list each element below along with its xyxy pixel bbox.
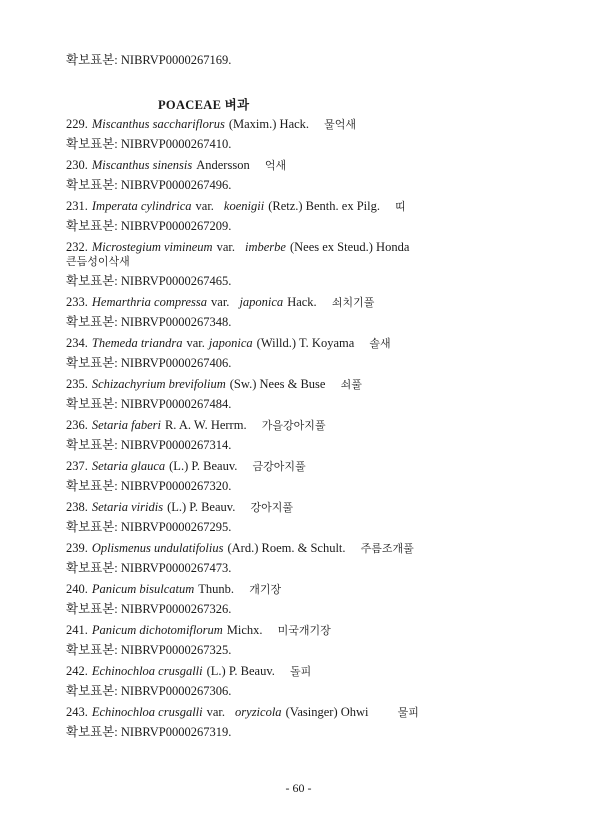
entry-number: 234. [66,336,88,350]
korean-name: 돌피 [290,665,312,678]
korean-name: 솔새 [369,337,391,350]
species-entry [66,157,577,174]
rank: var. [186,336,205,350]
entry-number: 239. [66,541,88,555]
author: (L.) P. Beauv. [167,500,236,514]
author: Thunb. [198,582,235,596]
specimen-line: 확보표본: NIBRVP0000267465. [66,274,232,288]
author: R. A. W. Herrm. [164,418,247,432]
author: (Maxim.) Hack. [228,117,310,131]
species-entry [66,581,577,598]
korean-name: 미국개기장 [277,624,331,637]
entry-number: 242. [66,664,88,678]
specimen-line: 확보표본: NIBRVP0000267306. [66,684,232,698]
infraspecific-name: japonica [208,336,253,350]
specimen-line: 확보표본: NIBRVP0000267473. [66,561,232,575]
korean-name: 띠 [395,200,406,213]
specimen-line: 확보표본: NIBRVP0000267319. [66,725,232,739]
species-entry [66,116,577,133]
korean-name: 주름조개풀 [360,542,414,555]
entry-number: 235. [66,377,88,391]
korean-name: 쇠풀 [340,378,362,391]
korean-name: 쇠치기풀 [331,296,375,309]
infraspecific-name: koenigii [223,199,265,213]
entry-number: 237. [66,459,88,473]
entry-number: 230. [66,158,88,172]
author: (Sw.) Nees & Buse [229,377,326,391]
author: (Retz.) Benth. ex Pilg. [268,199,380,213]
species-entry [66,376,577,393]
species-entry [66,499,577,516]
author: (Vasinger) Ohwi [285,705,369,719]
family-heading: POACEAE 벼과 [158,98,250,112]
korean-name: 강아지풀 [250,501,293,514]
species-entry [66,622,577,639]
specimen-line: 확보표본: NIBRVP0000267314. [66,438,232,452]
specimen-line: 확보표본: NIBRVP0000267320. [66,479,232,493]
korean-name: 큰듬성이삭새 [66,255,130,268]
scientific-name: Miscanthus sacchariflorus [91,117,225,131]
rank: var. [195,199,214,213]
scientific-name: Setaria glauca [91,459,166,473]
specimen-line: 확보표본: NIBRVP0000267484. [66,397,232,411]
infraspecific-name: imberbe [244,240,286,254]
scientific-name: Microstegium vimineum [91,240,213,254]
specimen-line: 확보표본: NIBRVP0000267209. [66,219,232,233]
scientific-name: Setaria viridis [91,500,164,514]
species-entry [66,540,577,557]
author: Andersson [196,158,250,172]
species-entry [66,198,577,215]
species-entry [66,704,577,721]
entry-number: 232. [66,240,88,254]
specimen-line: 확보표본: NIBRVP0000267406. [66,356,232,370]
species-entry [66,294,577,311]
rank: var. [216,240,235,254]
scientific-name: Oplismenus undulatifolius [91,541,224,555]
rank: var. [211,295,230,309]
infraspecific-name: oryzicola [235,705,282,719]
page-number: - 60 - [285,781,312,795]
entry-number: 240. [66,582,88,596]
scientific-name: Themeda triandra [91,336,183,350]
scientific-name: Panicum dichotomiflorum [91,623,223,637]
entry-number: 238. [66,500,88,514]
scientific-name: Miscanthus sinensis [91,158,193,172]
author: (L.) P. Beauv. [206,664,275,678]
entry-number: 243. [66,705,88,719]
infraspecific-name: japonica [239,295,284,309]
specimen-line: 확보표본: NIBRVP0000267169. [66,53,232,67]
entry-number: 241. [66,623,88,637]
scientific-name: Echinochloa crusgalli [91,664,203,678]
specimen-line: 확보표본: NIBRVP0000267326. [66,602,232,616]
entry-number: 233. [66,295,88,309]
scientific-name: Setaria faberi [91,418,161,432]
scientific-name: Schizachyrium brevifolium [91,377,226,391]
species-entry [66,417,577,434]
korean-name: 금강아지풀 [252,460,306,473]
korean-name: 물피 [397,706,419,719]
scientific-name: Imperata cylindrica [91,199,192,213]
korean-name: 개기장 [249,583,282,596]
author: (Willd.) T. Koyama [256,336,355,350]
scientific-name: Panicum bisulcatum [91,582,195,596]
scientific-name: Echinochloa crusgalli [91,705,203,719]
korean-name-line [66,253,577,270]
author: (Ard.) Roem. & Schult. [227,541,346,555]
specimen-line: 확보표본: NIBRVP0000267325. [66,643,232,657]
species-entry [66,458,577,475]
rank: var. [206,705,226,719]
specimen-line: 확보표본: NIBRVP0000267348. [66,315,232,329]
author: Michx. [226,623,263,637]
species-entry [66,663,577,680]
author: (L.) P. Beauv. [169,459,238,473]
specimen-line: 확보표본: NIBRVP0000267295. [66,520,232,534]
entry-number: 229. [66,117,88,131]
species-entry [66,335,577,352]
author: Hack. [287,295,317,309]
korean-name: 가을강아지풀 [261,419,326,432]
specimen-line: 확보표본: NIBRVP0000267496. [66,178,232,192]
author: (Nees ex Steud.) Honda [289,240,410,254]
scientific-name: Hemarthria compressa [91,295,208,309]
entry-number: 231. [66,199,88,213]
specimen-line: 확보표본: NIBRVP0000267410. [66,137,232,151]
entry-number: 236. [66,418,88,432]
korean-name: 물억새 [324,118,357,131]
korean-name: 억새 [264,159,287,172]
